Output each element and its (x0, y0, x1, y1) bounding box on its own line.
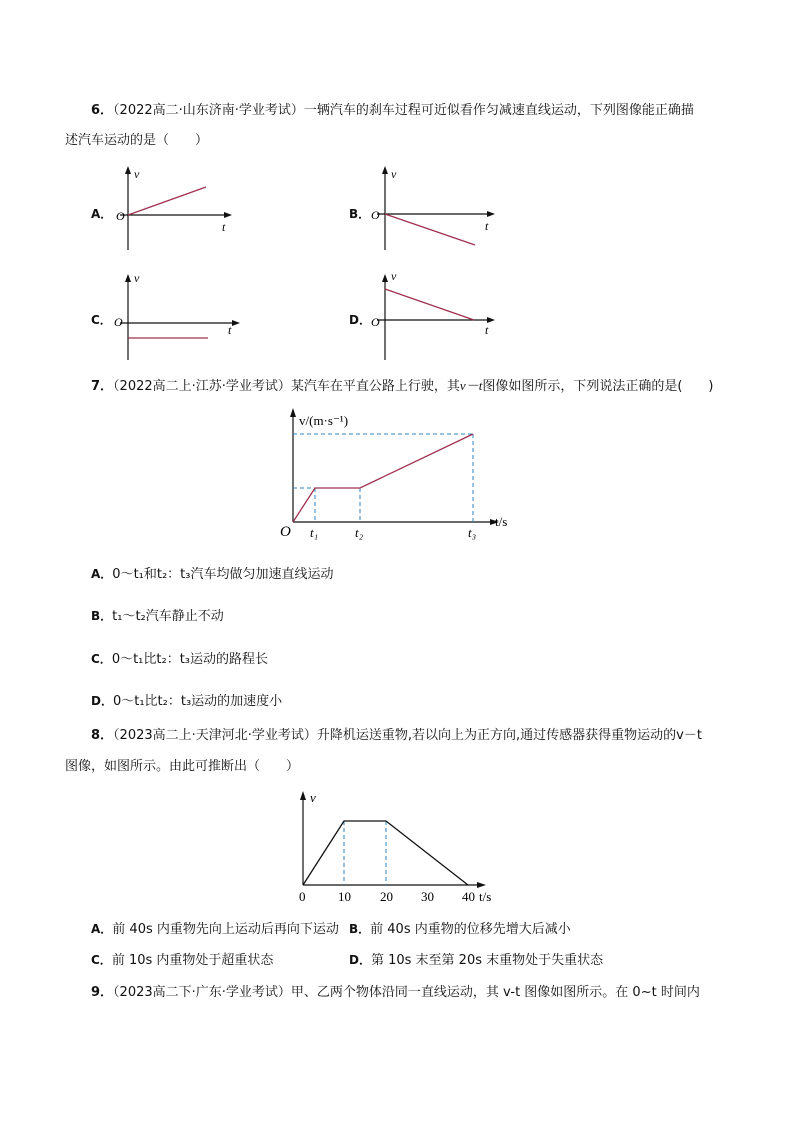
q8-stem-line1 (91, 726, 702, 746)
q8-x-label: t/s (479, 889, 492, 904)
q7-tick-t2: t₂ (355, 525, 364, 540)
q7-y-label: v/(m·s⁻¹) (299, 413, 349, 428)
q7-tick-t1: t₁ (310, 525, 319, 540)
q7-origin: O (280, 524, 291, 540)
q9-number: 9． (91, 985, 114, 1000)
q9-source: （2023高二下·广东·学业考试） (113, 985, 291, 1000)
q6-option-d-label[interactable]: D． (349, 313, 371, 327)
q7-number: 7． (91, 379, 114, 394)
q6c-v-label: v (134, 271, 140, 285)
q8-option-a[interactable]: A．前 40s 内重物先向上运动后再向下运动 (91, 922, 339, 937)
q6d-v-label: v (391, 269, 397, 283)
q9-text: 甲、乙两个物体沿同一直线运动，其 v-t 图像如图所示。在 0~t 时间内 (290, 985, 700, 1000)
q6d-series-line (385, 289, 474, 320)
q6b-series-line (385, 214, 475, 245)
q6-option-c-label[interactable]: C． (91, 313, 112, 327)
q6-option-c-graph (110, 268, 250, 368)
q7-text-b: 图像如图所示，下列说法正确的是( ) (482, 379, 714, 394)
q7-option-c[interactable]: C．0～t₁比t₂：t₃运动的路程长 (91, 652, 269, 667)
q6d-origin: O (371, 315, 380, 329)
q6-stem-line1 (91, 101, 694, 121)
q6-option-b-label[interactable]: B． (349, 207, 371, 221)
q7-option-b[interactable]: B．t₁～t₂汽车静止不动 (91, 609, 224, 624)
q7-option-a[interactable]: A．0～t₁和t₂：t₃汽车均做匀加速直线运动 (91, 567, 334, 582)
q8-option-d[interactable]: D．第 10s 末至第 20s 末重物处于失重状态 (349, 953, 604, 968)
q8-tick-30: 30 (421, 889, 434, 904)
q6a-series-line (128, 187, 206, 215)
q6c-origin: O (114, 315, 123, 329)
q8-tick-20: 20 (380, 889, 393, 904)
q8-source: （2023高二上·天津河北·学业考试） (113, 728, 317, 743)
q6-number: 6． (91, 103, 114, 118)
q8-tick-10: 10 (338, 889, 351, 904)
q6-option-d-graph (367, 268, 507, 368)
q8-number: 8． (91, 728, 114, 743)
q6b-origin: O (371, 208, 380, 222)
q9-stem (91, 983, 700, 1003)
q6-option-b-graph (367, 160, 507, 260)
q6-option-a-label[interactable]: A． (91, 207, 113, 221)
q8-text-line2: 图像，如图所示。由此可推断出（ ） (65, 759, 300, 774)
q8-tick-40: 40 (462, 889, 475, 904)
q8-option-c[interactable]: C．前 10s 内重物处于超重状态 (91, 953, 274, 968)
q7-stem (91, 376, 713, 397)
q6-source: （2022高二·山东济南·学业考试） (113, 103, 304, 118)
q7-tick-t3: t₃ (468, 525, 477, 540)
q8-option-b[interactable]: B．前 40s 内重物的位移先增大后减小 (349, 922, 571, 937)
q6-option-a-graph (110, 160, 250, 260)
q6a-origin: O (116, 209, 125, 223)
q6-text-line1: 一辆汽车的刹车过程可近似看作匀减速直线运动，下列图像能正确描 (303, 103, 694, 118)
q6-text-line2: 述汽车运动的是（ ） (65, 133, 209, 148)
q7-vt: v－t (459, 378, 483, 393)
q6b-v-label: v (391, 167, 397, 181)
q7-x-label: t/s (495, 514, 508, 529)
q7-source: （2022高二上·江苏·学业考试） (113, 379, 291, 394)
q8-text-line1: 升降机运送重物,若以向上为正方向,通过传感器获得重物运动的v－t (316, 728, 702, 743)
q6c-t-label: t (228, 323, 232, 337)
q6d-t-label: t (485, 323, 489, 337)
q6b-t-label: t (485, 219, 489, 233)
q7-vt-graph (275, 400, 535, 550)
q7-option-d[interactable]: D．0～t₁比t₂：t₃运动的加速度小 (91, 694, 283, 709)
q7-series-line (293, 434, 473, 522)
q6a-t-label: t (222, 220, 226, 234)
q8-y-label: v (310, 790, 316, 805)
q6a-v-label: v (134, 167, 140, 181)
q8-vt-graph (290, 785, 510, 910)
q8-tick-0: 0 (299, 889, 306, 904)
q7-text-a: 某汽车在平直公路上行驶，其 (290, 379, 460, 394)
